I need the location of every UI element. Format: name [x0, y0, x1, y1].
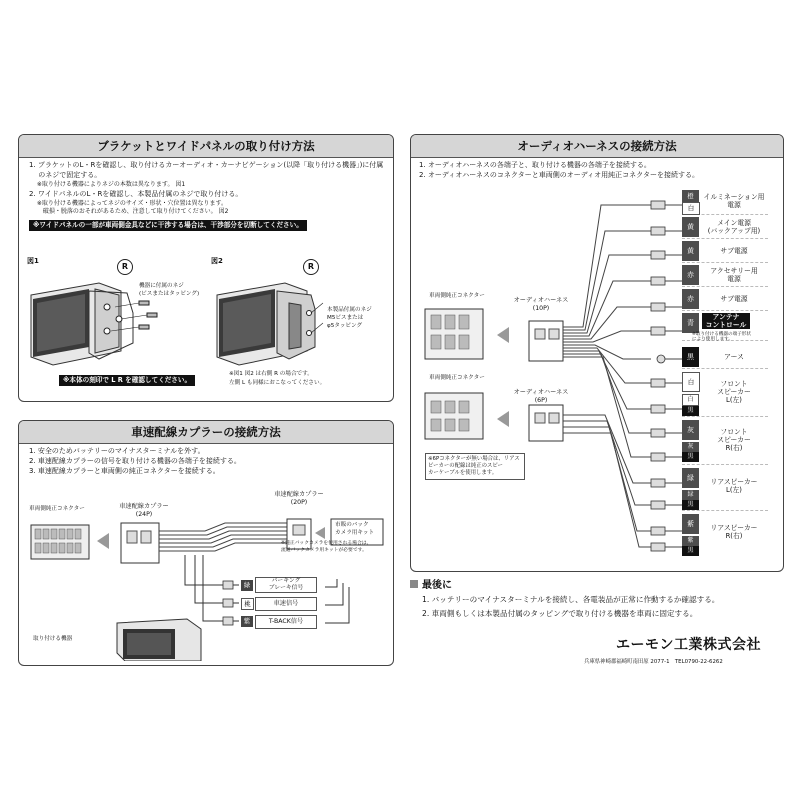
- bracket-warning-bar: ※ワイドパネルの一部が車両側金具などに干渉する場合は、干渉部分を切断してください。: [29, 220, 307, 231]
- wire-row-accessory: [682, 264, 768, 287]
- wire-row-front-right: [682, 418, 768, 465]
- coupler-24p-label-a: 車速配線カプラー: [119, 503, 169, 510]
- audio-step-1: 1. オーディオハーネスの各端子と、取り付ける機器の各端子を接続する。: [419, 161, 651, 169]
- wire-label-front-left: フロント スピーカー L(左): [717, 380, 751, 404]
- r-mark-badge-2: R: [303, 259, 319, 275]
- camera-note-b: 流通バックカメラ用キットが必要です。: [281, 548, 367, 553]
- camera-kit-label-b: カメラ用キット: [335, 530, 375, 536]
- wire-tag-pink: 桃: [241, 598, 254, 610]
- wire-row-sub-power-2: [682, 288, 768, 311]
- wire-color-white: 白: [682, 372, 700, 392]
- wire-label-tback: T-BACK信号: [255, 615, 317, 629]
- fig1-callout-a: 機器に付属のネジ: [139, 283, 184, 289]
- final-step-1: 1. バッテリーのマイナスターミナルを接続し、各電装品が正常に作動するか確認する。: [422, 595, 720, 604]
- speed-coupler-panel: [18, 420, 394, 666]
- device-label: 取り付ける機器: [33, 636, 73, 642]
- wire-tag-purple: 紫: [241, 616, 253, 627]
- wire-color-black-stripe-3: 黒: [682, 500, 699, 510]
- wire-color-black: 黒: [682, 347, 699, 367]
- coupler-20p-label-a: 車速配線カプラー: [274, 491, 324, 498]
- bracket-step-2-note-b: 破損・脱落のおそれがあるため、注意して取り付けてください。 図2: [29, 208, 229, 215]
- fig2-callout-c: φ5タッピング: [327, 323, 363, 329]
- wire-color-blue: 青: [682, 313, 699, 333]
- wire-row-front-left: [682, 370, 768, 417]
- wire-color-white-stripe: 白: [682, 202, 700, 215]
- fig2-callout-a: 本製品付属のネジ: [327, 307, 372, 313]
- camera-note-a: ※純正バックカメラを使用される場合は、: [281, 541, 372, 546]
- wire-label-rear-left: リアスピーカー L(左): [710, 478, 758, 494]
- wire-label-illumination: イルミネーション用 電源: [703, 193, 765, 209]
- final-heading: [410, 576, 452, 591]
- wire-color-gray-b: 灰: [682, 442, 699, 452]
- wire-color-yellow-2: 黄: [682, 241, 699, 261]
- bracket-step-2: 2. ワイドパネルのL・Rを確認し、本製品付属のネジで取り付ける。: [29, 190, 243, 198]
- final-step-2: 2. 車両側もしくは本製品付属のタッピングで取り付ける機器を車両に固定する。: [422, 609, 698, 618]
- wire-label-front-right: フロント スピーカー R(右): [717, 428, 751, 452]
- wire-row-sub-power-1: [682, 240, 768, 263]
- fig1-label: 図1: [27, 257, 39, 265]
- note-6p-line-3: カーケーブルを使用します。: [428, 470, 498, 476]
- company-address: 兵庫県神崎郡福崎町南田原 2077-1 TEL0790-22-6262: [584, 659, 723, 665]
- fig-note-1: ※図1 図2 は右側 R の場合です。: [229, 371, 313, 377]
- coupler-24p-label-b: (24P): [135, 511, 153, 518]
- coupler-20p-label-b: (20P): [290, 499, 308, 506]
- vehicle-connector-a-label: 車両側純正コネクター: [429, 293, 485, 299]
- wire-color-purple-black: [682, 536, 699, 556]
- speed-step-2: 2. 車速配線カプラーの信号を取り付ける機器の各端子を接続する。: [29, 457, 241, 465]
- wire-color-purple: 紫: [682, 514, 699, 534]
- fig2-illustration: [215, 273, 325, 373]
- wire-color-white-black: [682, 394, 699, 414]
- wire-row-antenna: [682, 312, 768, 341]
- vehicle-connector-b-label: 車両側純正コネクター: [429, 375, 485, 381]
- wire-row-ground: [682, 346, 768, 369]
- wire-color-yellow: 黄: [682, 217, 699, 237]
- speed-step-3: 3. 車速配線カプラーと車両側の純正コネクターを接続する。: [29, 467, 220, 475]
- wire-label-sub-power-2: サブ電源: [720, 295, 748, 303]
- wire-label-speed: 車速信号: [255, 597, 317, 611]
- wire-color-black-stripe: 黒: [682, 406, 699, 416]
- fig1-callout-b: (ビスまたはタッピング): [139, 291, 200, 297]
- audio-harness-title: オーディオハーネスの接続方法: [411, 135, 783, 158]
- fig2-callout-b: M5ビスまたは: [327, 315, 364, 321]
- antenna-note-2: により使用します。: [692, 337, 733, 342]
- wire-color-white-b: 白: [682, 394, 699, 406]
- wire-row-rear-right: [682, 512, 768, 556]
- bracket-step-1a: 1. ブラケットのL・Rを確認し、取り付けるカーオーディオ・カーナビゲーション(以降「取り付ける機器」)に付属: [29, 161, 384, 169]
- wire-tag-green: 緑: [241, 580, 253, 591]
- harness-6p-label-a: オーディオハーネス: [513, 389, 569, 396]
- r-mark-badge: R: [117, 259, 133, 275]
- wire-color-green-black: [682, 490, 699, 510]
- audio-step-2: 2. オーディオハーネスのコネクターと車両側のオーディオ用純正コネクターを接続する。: [419, 171, 700, 179]
- speed-step-1: 1. 安全のためバッテリーのマイナスターミナルを外す。: [29, 447, 205, 455]
- note-6p-line-1: ※6Pコネクターが無い場合は、リアス: [428, 456, 520, 462]
- wire-row-rear-left: [682, 466, 768, 511]
- bracket-panel: [18, 134, 394, 402]
- vehicle-connector-label: 車両側純正コネクター: [29, 506, 85, 512]
- antenna-note-1: ※取り付ける機器の端子形状: [692, 332, 751, 337]
- wire-row-illumination: [682, 190, 768, 215]
- camera-kit-label-a: 市販のバック: [335, 522, 369, 528]
- wire-color-red: 赤: [682, 265, 699, 285]
- wire-label-accessory: アクセサリー用 電源: [710, 267, 758, 283]
- speed-coupler-diagram: [25, 511, 387, 661]
- wire-color-black-stripe-4: 黒: [682, 546, 699, 556]
- final-square-icon: [410, 580, 418, 588]
- wire-color-green-b: 緑: [682, 490, 699, 500]
- wire-label-antenna: アンテナ コントロール: [702, 313, 750, 329]
- bracket-panel-title: ブラケットとワイドパネルの取り付け方法: [19, 135, 393, 158]
- fig-note-2: 左側 L も同様におこなってください。: [229, 380, 326, 386]
- harness-10p-label-a: オーディオハーネス: [513, 297, 569, 304]
- bracket-step-2-note-a: ※取り付ける機器によってネジのサイズ・形状・穴位置は異なります。: [29, 200, 227, 207]
- harness-10p-label-b: (10P): [532, 305, 550, 312]
- wire-color-green: 緑: [682, 468, 699, 488]
- bracket-step-1-note: ※取り付ける機器によりネジの本数は異なります。 図1: [29, 181, 186, 188]
- wire-label-ground: アース: [724, 353, 744, 361]
- wire-label-main-power: メイン電源 (バックアップ用): [707, 219, 761, 235]
- wire-color-red-2: 赤: [682, 289, 699, 309]
- wire-color-gray: 灰: [682, 420, 699, 440]
- bracket-step-1b: のネジで固定する。: [29, 171, 102, 179]
- fig-lr-check-bar: ※本体の刻印で L R を確認してください。: [59, 375, 195, 386]
- wire-row-main-power: [682, 216, 768, 239]
- company-name: エーモン工業株式会社: [616, 637, 761, 653]
- fig2-label: 図2: [211, 257, 223, 265]
- wire-label-sub-power-1: サブ電源: [720, 247, 748, 255]
- speed-coupler-title: 車速配線カプラーの接続方法: [19, 421, 393, 444]
- wire-color-table: [682, 190, 768, 558]
- wire-color-purple-b: 紫: [682, 536, 699, 546]
- note-6p: [425, 453, 525, 480]
- wire-label-rear-right: リアスピーカー R(右): [710, 524, 758, 540]
- wire-label-parking: パーキング ブレーキ信号: [255, 577, 317, 593]
- wire-color-black-stripe-2: 黒: [682, 452, 699, 462]
- harness-6p-label-b: (6P): [534, 397, 548, 404]
- final-heading-text: 最後に: [422, 580, 452, 591]
- note-6p-line-2: ピーカーの配線は純正のスピー: [428, 463, 503, 469]
- wire-color-orange: 橙: [682, 190, 699, 202]
- audio-harness-diagram: [411, 175, 683, 555]
- wire-color-gray-black: [682, 442, 699, 462]
